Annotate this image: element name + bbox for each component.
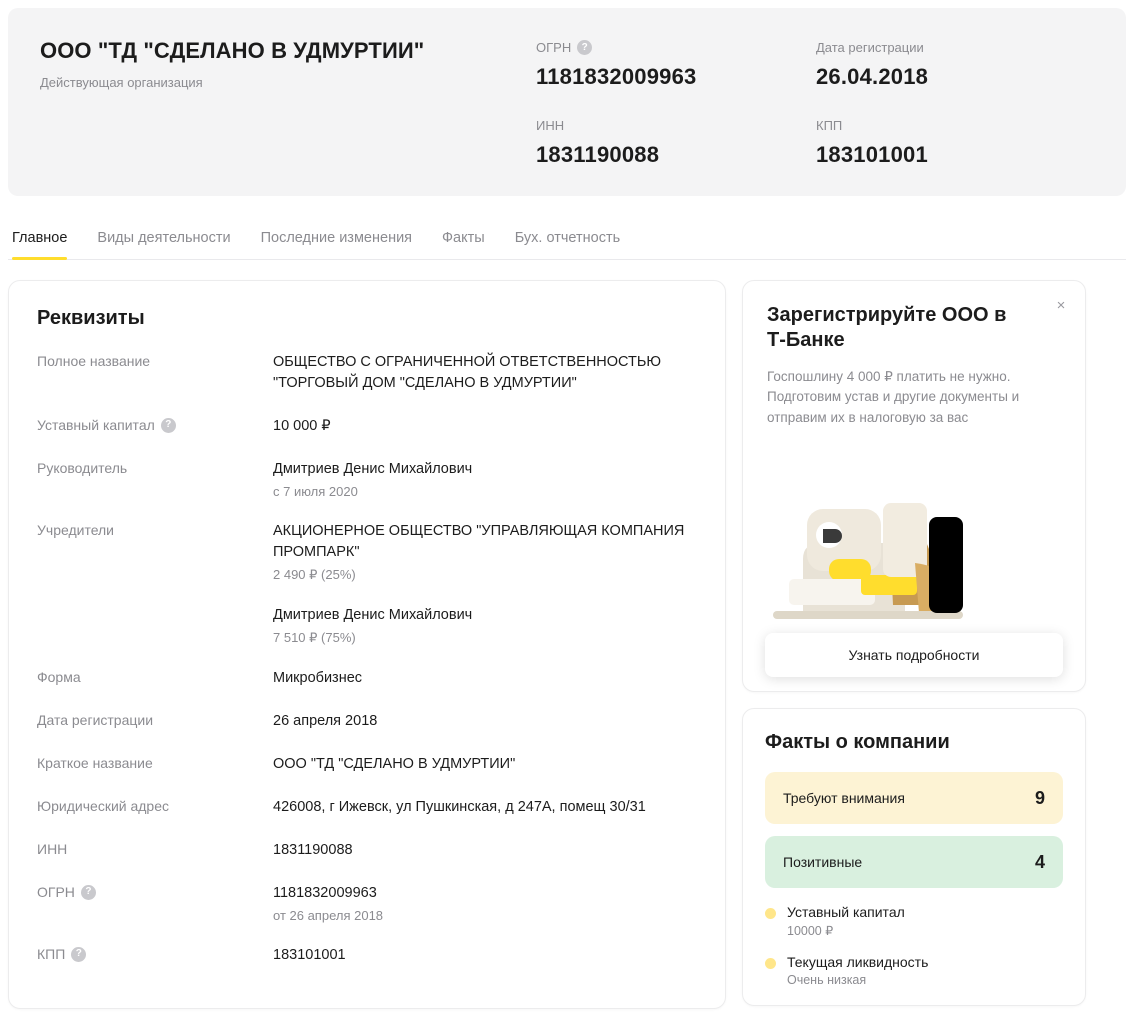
row-inn [37, 840, 697, 861]
fact-list-item [765, 954, 1063, 987]
promo-cta-button[interactable]: Узнать подробности [765, 633, 1063, 677]
row-full-name [37, 352, 697, 394]
row-director-label: Руководитель [37, 460, 128, 477]
field-inn-label-text: ИНН [536, 118, 565, 133]
founders-list [273, 521, 697, 646]
row-form-value: Микробизнес [273, 670, 363, 687]
row-charter-capital-value: 10 000 ₽ [273, 418, 331, 435]
row-charter-capital [37, 416, 697, 437]
row-short-name [37, 754, 697, 775]
field-registration-date-label [816, 40, 1096, 55]
fact-name: Уставный капитал [787, 904, 905, 920]
row-director [37, 459, 697, 499]
company-status: Действующая организация [40, 75, 203, 90]
row-legal-address [37, 797, 697, 818]
row-director-value-group [273, 459, 472, 499]
row-kpp-value: 183101001 [273, 947, 346, 964]
field-inn [536, 118, 816, 168]
row-director-since: с 7 июля 2020 [273, 484, 358, 500]
founder-name: АКЦИОНЕРНОЕ ОБЩЕСТВО "УПРАВЛЯЮЩАЯ КОМПАНИЯ ПРОМПАРК" [273, 523, 685, 561]
help-icon[interactable]: ? [81, 885, 96, 900]
company-identity [40, 34, 536, 90]
tab-facts[interactable]: Факты [442, 230, 485, 246]
row-kpp-label [37, 945, 273, 962]
status-dot-icon [765, 908, 776, 919]
row-kpp-label-text: КПП [37, 946, 66, 963]
field-kpp-label [816, 118, 1096, 133]
field-registration-date [816, 40, 1096, 90]
close-icon[interactable]: × [1056, 296, 1066, 314]
facts-card [742, 708, 1086, 1006]
field-registration-date-label-text: Дата регистрации [816, 40, 924, 55]
facts-pill-positive-label: Позитивные [783, 854, 863, 870]
tab-accounting[interactable]: Бух. отчетность [514, 230, 621, 246]
fact-list-item-body [787, 904, 905, 938]
row-registration-date [37, 711, 697, 732]
field-kpp [816, 118, 1096, 168]
requisites-panel [8, 280, 726, 1009]
content-area [0, 260, 1134, 1009]
row-inn-label: ИНН [37, 841, 68, 858]
field-ogrn-label-text: ОГРН [536, 40, 572, 55]
fact-list-item [765, 904, 1063, 938]
founder-share: 7 510 ₽ (75%) [273, 630, 356, 646]
sidebar [742, 280, 1086, 1009]
help-icon[interactable]: ? [161, 418, 176, 433]
founder-item [273, 605, 697, 646]
row-registration-date-value: 26 апреля 2018 [273, 713, 378, 730]
requisites-title: Реквизиты [37, 307, 145, 329]
company-name: ООО "ТД "СДЕЛАНО В УДМУРТИИ" [40, 38, 425, 63]
row-kpp [37, 945, 697, 966]
fact-value: Очень низкая [787, 973, 867, 987]
row-founders [37, 521, 697, 646]
field-inn-label [536, 118, 816, 133]
help-icon[interactable]: ? [577, 40, 592, 55]
promo-illustration-icon [743, 463, 1086, 643]
row-director-value: Дмитриев Денис Михайлович [273, 461, 473, 478]
tab-main[interactable]: Главное [12, 230, 67, 259]
row-legal-address-value: 426008, г Ижевск, ул Пушкинская, д 247А, помещ 30/31 [273, 799, 646, 816]
founder-name: Дмитриев Денис Михайлович [273, 607, 473, 624]
facts-pill-positive[interactable] [765, 836, 1063, 888]
field-kpp-value: 183101001 [816, 142, 928, 167]
facts-pill-attention-count: 9 [1034, 787, 1045, 808]
field-kpp-label-text: КПП [816, 118, 843, 133]
founder-item [273, 521, 697, 583]
row-full-name-value: ОБЩЕСТВО С ОГРАНИЧЕННОЙ ОТВЕТСТВЕННОСТЬЮ "ТОРГОВЫЙ ДОМ "СДЕЛАНО В УДМУРТИИ" [273, 354, 662, 392]
fact-list-item-body [787, 954, 928, 987]
row-ogrn-label-text: ОГРН [37, 884, 75, 901]
field-inn-value: 1831190088 [536, 142, 660, 167]
row-legal-address-label: Юридический адрес [37, 798, 170, 815]
row-charter-capital-label [37, 416, 273, 433]
row-inn-value: 1831190088 [273, 842, 353, 859]
company-key-fields [536, 34, 1096, 196]
row-registration-date-label: Дата регистрации [37, 712, 154, 729]
key-fields-col-left [536, 40, 816, 196]
promo-card [742, 280, 1086, 692]
row-ogrn-label [37, 883, 273, 900]
facts-pill-attention[interactable] [765, 772, 1063, 824]
tab-bar [8, 218, 1126, 260]
tab-activities[interactable]: Виды деятельности [97, 230, 231, 246]
help-icon[interactable]: ? [71, 947, 86, 962]
row-ogrn [37, 883, 697, 923]
facts-pill-positive-count: 4 [1034, 851, 1045, 872]
row-short-name-value: ООО "ТД "СДЕЛАНО В УДМУРТИИ" [273, 756, 516, 773]
row-ogrn-value: 1181832009963 [273, 885, 377, 902]
promo-text-block [743, 281, 1085, 428]
facts-pill-attention-label: Требуют внимания [783, 790, 905, 806]
fact-value: 10000 ₽ [787, 924, 834, 938]
tab-recent-changes[interactable]: Последние изменения [260, 230, 413, 246]
field-ogrn-label [536, 40, 816, 55]
row-charter-capital-label-text: Уставный капитал [37, 417, 155, 434]
row-form [37, 668, 697, 689]
promo-description: Госпошлину 4 000 ₽ платить не нужно. Подготовим устав и другие документы и отправим их в налоговую за вас [767, 369, 1020, 425]
founder-share: 2 490 ₽ (25%) [273, 567, 356, 583]
row-ogrn-value-group [273, 883, 383, 923]
row-short-name-label: Краткое название [37, 755, 153, 772]
status-dot-icon [765, 958, 776, 969]
row-form-label: Форма [37, 669, 81, 686]
field-ogrn-value: 1181832009963 [536, 64, 697, 89]
field-registration-date-value: 26.04.2018 [816, 64, 929, 89]
fact-name: Текущая ликвидность [787, 954, 929, 970]
promo-title: Зарегистрируйте ООО в Т-Банке [767, 304, 1007, 351]
row-founders-label: Учредители [37, 522, 115, 539]
row-ogrn-date: от 26 апреля 2018 [273, 908, 384, 924]
row-full-name-label: Полное название [37, 353, 151, 369]
company-header-card [8, 8, 1126, 196]
field-ogrn [536, 40, 816, 90]
key-fields-col-right [816, 40, 1096, 196]
facts-title: Факты о компании [765, 731, 950, 753]
